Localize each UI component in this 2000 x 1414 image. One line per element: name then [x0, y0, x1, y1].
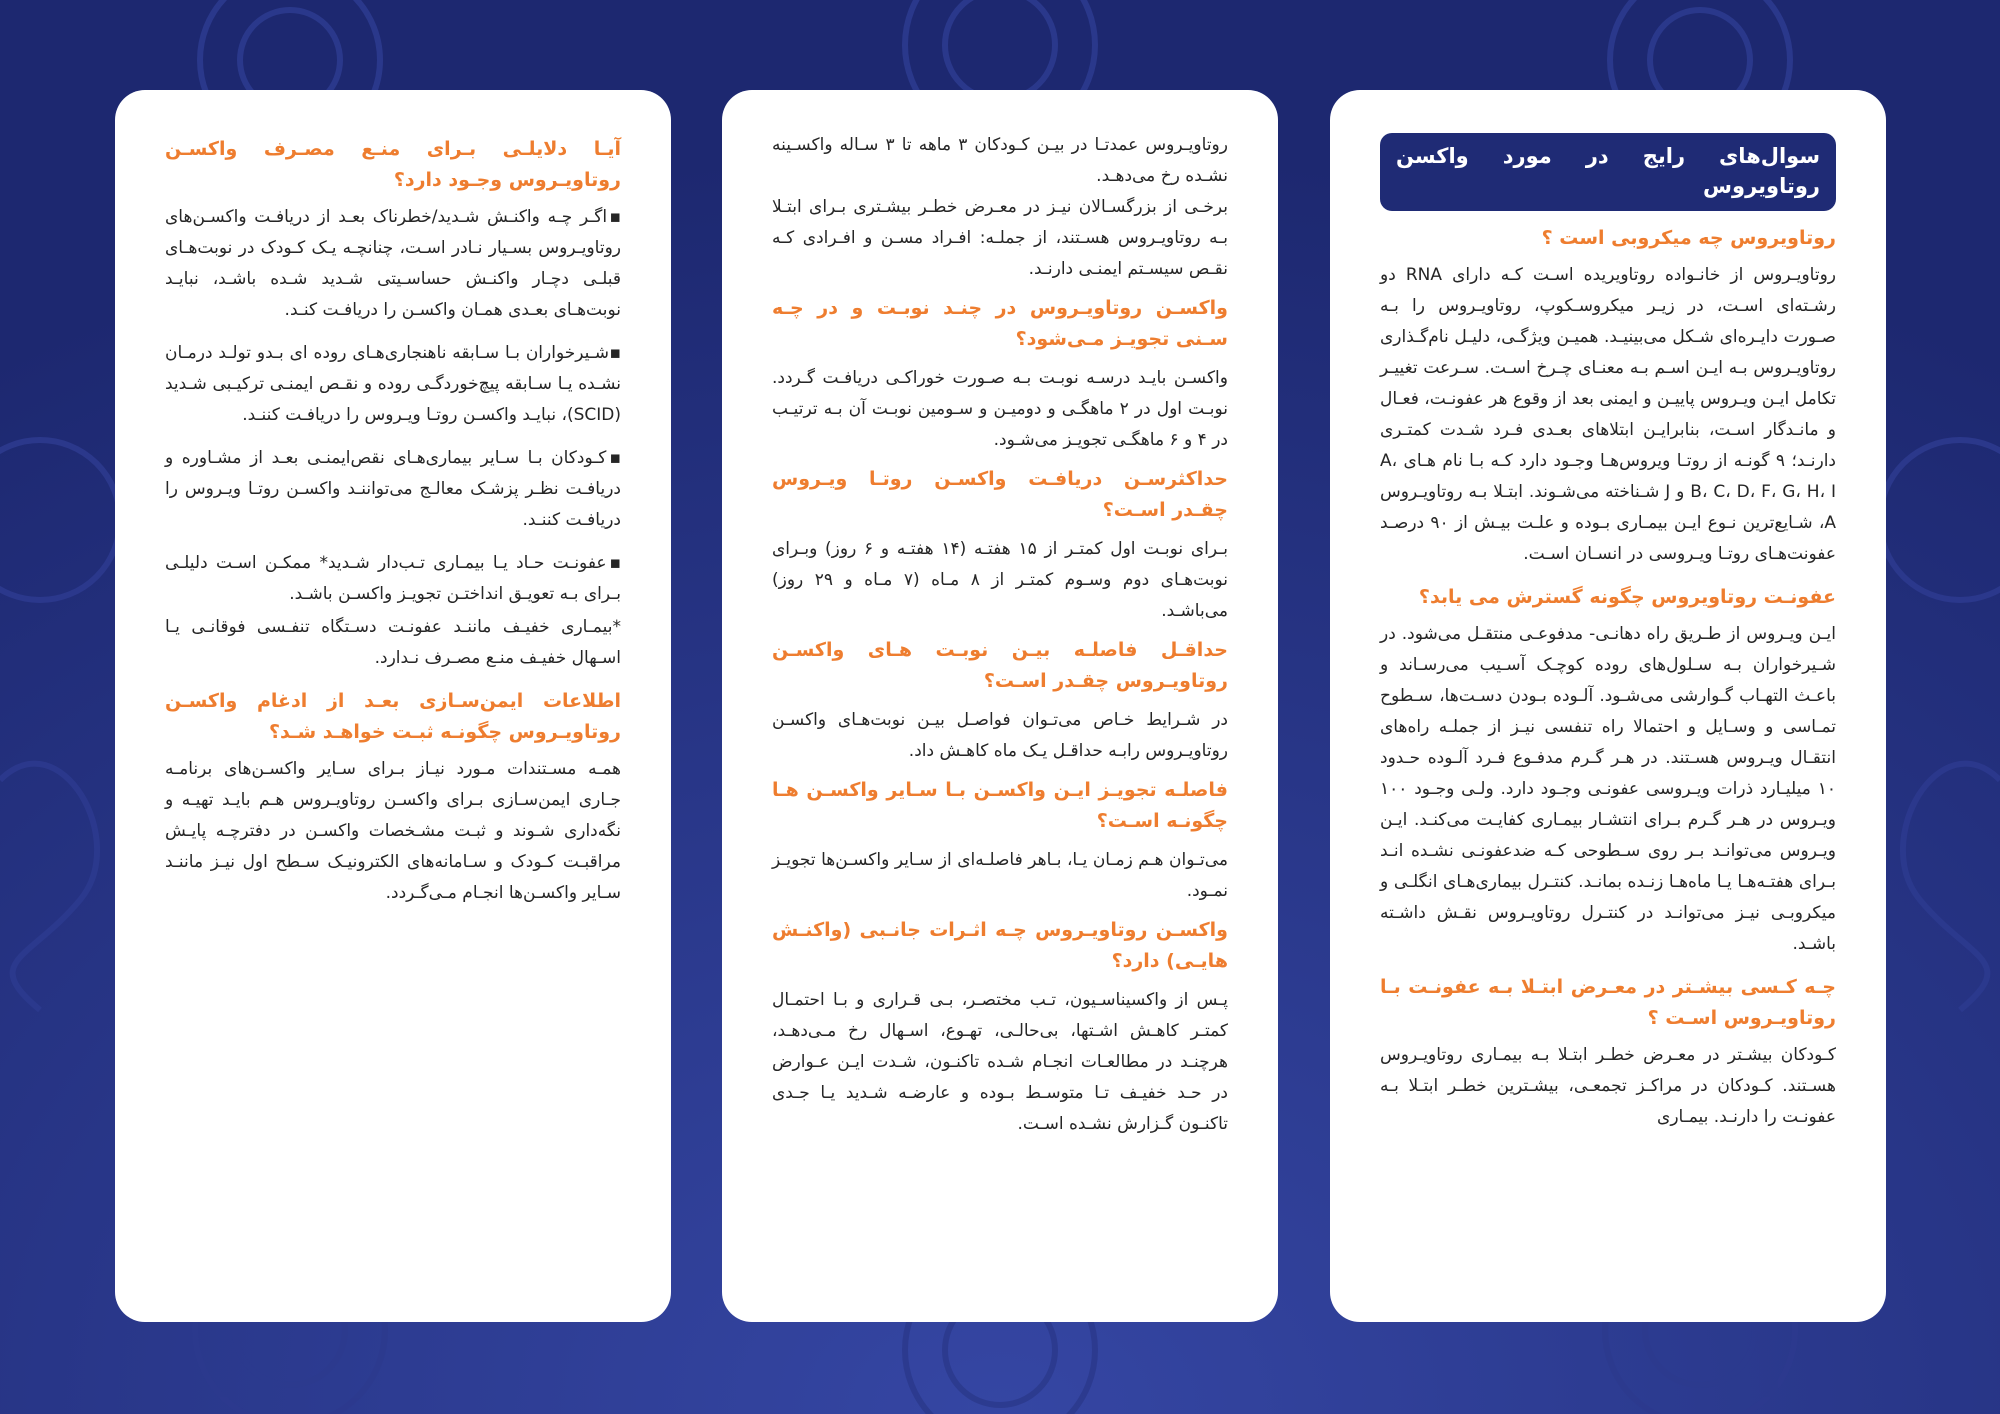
question-heading: عفونـت روتاویروس چگونه گسترش می یابد؟	[1418, 586, 1836, 608]
faq-block	[1380, 223, 1836, 570]
faq-block	[772, 915, 1228, 1140]
bullet-text: ▪عفونـت حـاد یـا بیمـاری تـب‌دار شـدید* ممکـن اسـت دلیلـی بـرای بـه تعویـق انداختـن تجویـز واکسـن باشـد.	[165, 553, 621, 604]
faq-block	[772, 464, 1228, 627]
faq-block	[772, 293, 1228, 456]
question-heading: حداقـل فاصلـه بیـن نوبـت هـای واکسـن روتاویـروس چقـدر اسـت؟	[772, 639, 1228, 692]
panel-right	[1330, 90, 1886, 1322]
question-heading: چـه کـسی بیشـتر در معـرض ابتـلا بـه عفونـت بـا روتاویـروس اسـت ؟	[1380, 976, 1836, 1029]
panel-left	[115, 90, 671, 1322]
answer-text: روتاویـروس از خانـواده روتاویریده اسـت کـه دارای RNA دو رشـته‌ای اسـت، در زیـر میکروسـکوپ، روتاویـروس را بـه صـورت دایـره‌ای شـکل می‌بینیـد. همیـن ویژگـی، دلیـل نام‌گـذاری روتاویـروس بـه ایـن اسـم بـه معنـای چـرخ اسـت. سـرعت تغییـر تکامل ایـن ویـروس پاییـن و ایمنی بعد از وقوع هر عفونـت، فعـال و مانـدگار اسـت، بنابرایـن ابتلاهای بعـدی فـرد شـدت کمتـری دارنـد؛ ۹ گونـه از روتـا ویروس‌هـا وجـود دارد کـه بـا نام هـای A، B، C، D، F، G، H، I و J شـناخته می‌شـوند. ابتـلا بـه روتاویـروس A، شـایع‌ترین نـوع ایـن بیمـاری بـوده و علـت بیـش از ۹۰ درصـد عفونت‌هـای روتـا ویـروسی در انسـان اسـت.	[1380, 265, 1837, 564]
answer-text: کـودکان بیشـتر در معـرض خطـر ابتـلا بـه بیمـاری روتاویـروس هسـتند. کـودکان در مراکـز تجمعـی، بیشـترین خطـر ابتـلا بـه عفونـت را دارنـد. بیمـاری	[1380, 1045, 1836, 1127]
faq-block	[165, 686, 621, 909]
bullet-text: ▪شـیرخواران بـا سـابقه ناهنجاری‌هـای روده ای بـدو تولـد درمـان نشـده یـا سـابقه پیچ‌خوردگـی روده و نقـص ایمنـی ترکیـبی شـدید (SCID)، نبایـد واکسـن روتـا ویـروس را دریافـت کننـد.	[165, 343, 621, 425]
answer-text: در شـرایط خـاص می‌تـوان فواصـل بیـن نوبت‌هـای واکسـن روتاویـروس رابـه حداقـل یـک ماه کاهـش داد.	[772, 710, 1228, 761]
faq-block	[1380, 972, 1836, 1133]
faq-block	[1380, 582, 1836, 960]
answer-text: بـرای نوبـت اول کمتـر از ۱۵ هفتـه (۱۴ هفتـه و ۶ روز) وبـرای نوبت‌هـای دوم وسـوم کمتـر از ۸ مـاه (۷ مـاه و ۲۹ روز) می‌باشـد.	[772, 539, 1229, 621]
question-heading: آیـا دلایلـی بـرای منـع مصـرف واکسـن روتاویـروس وجـود دارد؟	[165, 138, 621, 191]
answer-text: واکسـن بایـد درسـه نوبـت بـه صـورت خوراکـی دریافـت گـردد. نوبـت اول در ۲ ماهگـی و دومیـن و سـومین نوبـت آن بـه ترتیـب در ۴ و ۶ ماهگـی تجویـز می‌شـود.	[772, 368, 1228, 450]
answer-text: پـس از واکسیناسـیون، تـب مختصـر، بـی قـراری و بـا احتمـال کمتـر کاهـش اشـتها، بی‌حالـی، تهـوع، اسـهال رخ مـی‌دهـد، هرچنـد در مطالعـات انجـام شـده تاکنـون، شـدت ایـن عـوارض در حـد خفیـف تـا متوسـط بـوده و عارضـه شـدید یـا جـدی تاکنـون گـزارش نشـده اسـت.	[772, 990, 1228, 1134]
answer-text: ایـن ویـروس از طـریق راه دهانـی- مدفوعـی منتقـل می‌شود. در شـیرخواران بـه سـلول‌های روده کوچـک آسـیب می‌رسـاند و باعـث التهـاب گـوارشی می‌شـود. آلـوده بـودن دسـت‌ها، سـطوح تمـاسی و وسـایل و احتمالا راه تنفسی نیـز از جملـه راه‌های انتقـال ویـروس هسـتند. در هـر گـرم مدفـوع فـرد آلـوده حـدود ۱۰ میلیـارد ذرات ویـروسی عفونـی وجـود دارد. ولـی وجـود ۱۰۰ ویـروس در هـر گـرم بـرای انتشـار بیمـاری کفایـت می‌کنـد. ایـن ویـروس می‌توانـد بـر روی سـطوحی کـه ضدعفونـی نشـده انـد بـرای هفتـه‌هـا یـا ماه‌هـا زنـده بمانـد. کنتـرل بیماری‌هـای انگلـی و میکروبـی نیـز می‌توانـد در کنتـرل روتاویـروس نقـش داشـته باشـد.	[1380, 624, 1836, 954]
bullet-text: ▪اگـر چـه واکنـش شـدید/خطرناک بعـد از دریافـت واکسـن‌های روتاویـروس بسـیار نـادر اسـت، چنانچـه یـک کـودک در نوبت‌هـای قبلـی دچـار واکنـش حساسـیتی شـدید شـده باشـد، نبایـد نوبت‌هـای بعـدی همـان واکسـن را دریافـت کنـد.	[165, 207, 621, 320]
footnote-text: *بیمـاری خفیـف ماننـد عفونـت دسـتگاه تنفـسی فوقانـی یـا اسـهال خفیـف منـع مصـرف نـدارد.	[165, 617, 621, 668]
intro-text: برخـی از بزرگسـالان نیـز در معـرض خطـر بیشـتری بـرای ابتـلا بـه روتاویـروس هسـتند، از جملـه: افـراد مسـن و افـرادی کـه نقـص سیسـتم ایمنـی دارنـد.	[772, 197, 1228, 279]
intro-text: روتاویـروس عمدتـا در بیـن کـودکان ۳ ماهه تا ۳ سـاله واکسـینه نشـده رخ می‌دهـد.	[772, 135, 1228, 186]
question-heading: فاصلـه تجویـز ایـن واکسـن بـا سـایر واکسـن هـا چگونـه اسـت؟	[772, 779, 1228, 832]
question-heading: واکسـن روتاویـروس چـه اثـرات جانـبی (واکنـش هایـی) دارد؟	[772, 919, 1228, 972]
answer-text: همـه مسـتندات مـورد نیـاز بـرای سـایر واکسـن‌های برنامـه جـاری ایمن‌سـازی بـرای واکسـن روتاویـروس هـم بایـد تهیـه و نگه‌داری شـوند و ثبـت مشـخصات واکسـن در دفترچـه پایـش مراقبـت کـودک و سـامانه‌های الکترونیـک سـطح اول نیـز ماننـد سـایر واکسـن‌ها انجـام مـی‌گـردد.	[165, 759, 621, 903]
question-heading: واکسـن روتاویـروس در چنـد نوبـت و در چـه سـنی تجویـز مـی‌شود؟	[772, 297, 1228, 350]
question-heading: حداکثرسـن دریافـت واکسـن روتـا ویـروس چقـدر اسـت؟	[772, 468, 1228, 521]
bullet-text: ▪کـودکان بـا سـایر بیماری‌هـای نقص‌ایمنـی بعـد از مشـاوره و دریافـت نظـر پزشـک معالـج می‌تواننـد واکسـن روتـا ویـروس را دریافـت کننـد.	[165, 448, 621, 530]
answer-text: می‌تـوان هـم زمـان یـا، بـاهر فاصلـه‌ای از سـایر واکسـن‌ها تجویـز نمـود.	[772, 850, 1228, 901]
main-title: سوال‌های رایج در مورد واکسن روتاویروس	[1380, 133, 1836, 211]
question-heading: اطلاعات ایمن‌سـازی بعـد از ادغام واکسـن روتاویـروس چگونـه ثبـت خواهـد شـد؟	[165, 690, 621, 743]
faq-block	[165, 134, 621, 674]
faq-block	[772, 775, 1228, 907]
question-heading: روتاویروس چه میکروبی است ؟	[1541, 227, 1836, 249]
panel-middle	[722, 90, 1278, 1322]
faq-block	[772, 635, 1228, 767]
